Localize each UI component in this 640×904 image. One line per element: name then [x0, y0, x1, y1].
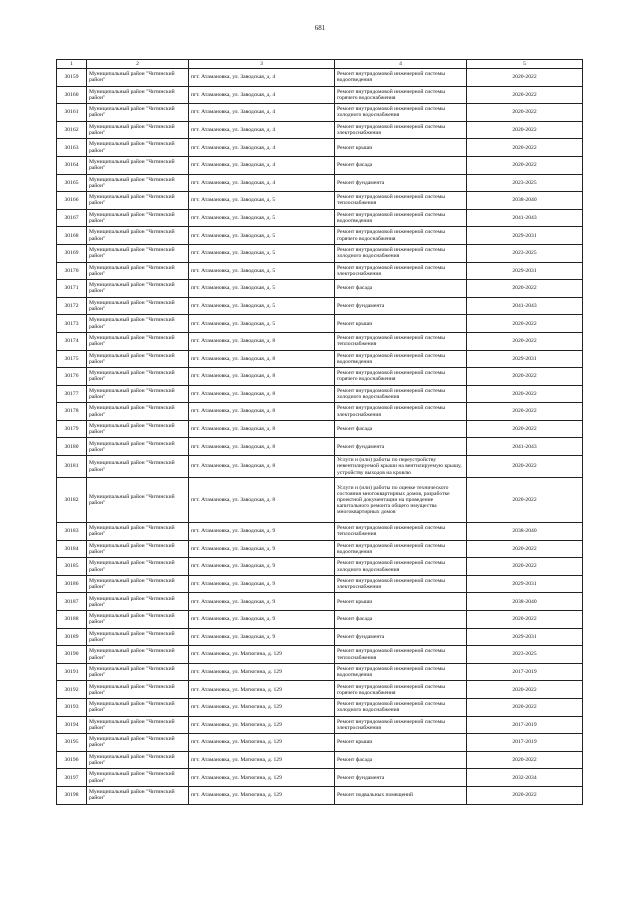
table-row — [57, 121, 583, 139]
municipality-cell: Муниципальный район "Читинский район" — [87, 280, 189, 298]
header-col-1: 1 — [57, 60, 87, 69]
work-type-cell: Ремонт внутридомовой инженерной системы горячего водоснабжения — [335, 227, 467, 245]
table-row — [57, 262, 583, 280]
period-cell: 2020-2022 — [467, 540, 583, 558]
address-cell: пгт. Атамановка, ул. Матюгина, д. 129 — [189, 716, 335, 734]
table-row — [57, 575, 583, 593]
period-cell: 2023-2025 — [467, 174, 583, 192]
table-row — [57, 523, 583, 541]
row-number-cell: 30162 — [57, 121, 87, 139]
row-number-cell: 30159 — [57, 69, 87, 87]
municipality-cell: Муниципальный район "Читинский район" — [87, 385, 189, 403]
address-cell: пгт. Атамановка, ул. Заводская, д. 5 — [189, 244, 335, 262]
work-type-cell: Ремонт фасада — [335, 751, 467, 769]
header-col-3: 3 — [189, 60, 335, 69]
row-number-cell: 30174 — [57, 332, 87, 350]
row-number-cell: 30183 — [57, 523, 87, 541]
municipality-cell: Муниципальный район "Читинский район" — [87, 192, 189, 210]
row-number-cell: 30177 — [57, 385, 87, 403]
address-cell: пгт. Атамановка, ул. Заводская, д. 4 — [189, 139, 335, 157]
municipality-cell: Муниципальный район "Читинский район" — [87, 751, 189, 769]
table-row — [57, 174, 583, 192]
period-cell: 2020-2022 — [467, 456, 583, 478]
work-type-cell: Ремонт внутридомовой инженерной системы электроснабжения — [335, 121, 467, 139]
municipality-cell: Муниципальный район "Читинский район" — [87, 104, 189, 122]
table-row — [57, 438, 583, 456]
row-number-cell: 30164 — [57, 156, 87, 174]
work-type-cell: Ремонт внутридомовой инженерной системы холодного водоснабжения — [335, 244, 467, 262]
row-number-cell: 30182 — [57, 478, 87, 523]
municipality-cell: Муниципальный район "Читинский район" — [87, 420, 189, 438]
table-body — [57, 69, 583, 805]
address-cell: пгт. Атамановка, ул. Матюгина, д. 129 — [189, 663, 335, 681]
row-number-cell: 30161 — [57, 104, 87, 122]
period-cell: 2029-2031 — [467, 350, 583, 368]
municipality-cell: Муниципальный район "Читинский район" — [87, 540, 189, 558]
work-type-cell: Ремонт крыши — [335, 315, 467, 333]
period-cell: 2020-2022 — [467, 86, 583, 104]
row-number-cell: 30160 — [57, 86, 87, 104]
work-type-cell: Ремонт внутридомовой инженерной системы холодного водоснабжения — [335, 699, 467, 717]
work-type-cell: Ремонт внутридомовой инженерной системы теплоснабжения — [335, 523, 467, 541]
municipality-cell: Муниципальный район "Читинский район" — [87, 174, 189, 192]
row-number-cell: 30198 — [57, 786, 87, 804]
address-cell: пгт. Атамановка, ул. Заводская, д. 5 — [189, 297, 335, 315]
municipality-cell: Муниципальный район "Читинский район" — [87, 315, 189, 333]
period-cell: 2020-2022 — [467, 420, 583, 438]
municipality-cell: Муниципальный район "Читинский район" — [87, 478, 189, 523]
municipality-cell: Муниципальный район "Читинский район" — [87, 227, 189, 245]
row-number-cell: 30170 — [57, 262, 87, 280]
municipality-cell: Муниципальный район "Читинский район" — [87, 121, 189, 139]
row-number-cell: 30194 — [57, 716, 87, 734]
table-row — [57, 209, 583, 227]
municipality-cell: Муниципальный район "Читинский район" — [87, 332, 189, 350]
period-cell: 2020-2022 — [467, 751, 583, 769]
address-cell: пгт. Атамановка, ул. Заводская, д. 9 — [189, 611, 335, 629]
row-number-cell: 30196 — [57, 751, 87, 769]
address-cell: пгт. Атамановка, ул. Заводская, д. 4 — [189, 121, 335, 139]
address-cell: пгт. Атамановка, ул. Заводская, д. 8 — [189, 368, 335, 386]
municipality-cell: Муниципальный район "Читинский район" — [87, 593, 189, 611]
address-cell: пгт. Атамановка, ул. Заводская, д. 9 — [189, 593, 335, 611]
work-type-cell: Ремонт внутридомовой инженерной системы водоотведения — [335, 209, 467, 227]
work-type-cell: Ремонт внутридомовой инженерной системы электроснабжения — [335, 716, 467, 734]
municipality-cell: Муниципальный район "Читинский район" — [87, 403, 189, 421]
period-cell: 2032-2034 — [467, 769, 583, 787]
period-cell: 2017-2019 — [467, 716, 583, 734]
period-cell: 2020-2022 — [467, 315, 583, 333]
table-row — [57, 611, 583, 629]
address-cell: пгт. Атамановка, ул. Заводская, д. 8 — [189, 350, 335, 368]
table-row — [57, 593, 583, 611]
work-type-cell: Ремонт внутридомовой инженерной системы водоотведения — [335, 69, 467, 87]
row-number-cell: 30165 — [57, 174, 87, 192]
municipality-cell: Муниципальный район "Читинский район" — [87, 663, 189, 681]
work-type-cell: Ремонт фасада — [335, 280, 467, 298]
period-cell: 2038-2040 — [467, 523, 583, 541]
municipality-cell: Муниципальный район "Читинский район" — [87, 156, 189, 174]
work-type-cell: Ремонт внутридомовой инженерной системы водоотведения — [335, 350, 467, 368]
address-cell: пгт. Атамановка, ул. Матюгина, д. 129 — [189, 681, 335, 699]
row-number-cell: 30195 — [57, 734, 87, 752]
period-cell: 2020-2022 — [467, 786, 583, 804]
period-cell: 2038-2040 — [467, 192, 583, 210]
municipality-cell: Муниципальный район "Читинский район" — [87, 699, 189, 717]
address-cell: пгт. Атамановка, ул. Заводская, д. 9 — [189, 523, 335, 541]
row-number-cell: 30189 — [57, 628, 87, 646]
address-cell: пгт. Атамановка, ул. Заводская, д. 5 — [189, 209, 335, 227]
period-cell: 2038-2040 — [467, 593, 583, 611]
municipality-cell: Муниципальный район "Читинский район" — [87, 139, 189, 157]
address-cell: пгт. Атамановка, ул. Заводская, д. 4 — [189, 156, 335, 174]
municipality-cell: Муниципальный район "Читинский район" — [87, 558, 189, 576]
period-cell: 2020-2022 — [467, 478, 583, 523]
table-row — [57, 192, 583, 210]
period-cell: 2017-2019 — [467, 734, 583, 752]
header-col-4: 4 — [335, 60, 467, 69]
period-cell: 2020-2022 — [467, 332, 583, 350]
municipality-cell: Муниципальный район "Читинский район" — [87, 297, 189, 315]
address-cell: пгт. Атамановка, ул. Заводская, д. 5 — [189, 192, 335, 210]
period-cell: 2020-2022 — [467, 104, 583, 122]
work-type-cell: Ремонт внутридомовой инженерной системы водоотведения — [335, 540, 467, 558]
address-cell: пгт. Атамановка, ул. Заводская, д. 8 — [189, 385, 335, 403]
row-number-cell: 30168 — [57, 227, 87, 245]
municipality-cell: Муниципальный район "Читинский район" — [87, 628, 189, 646]
row-number-cell: 30187 — [57, 593, 87, 611]
address-cell: пгт. Атамановка, ул. Заводская, д. 4 — [189, 174, 335, 192]
row-number-cell: 30190 — [57, 646, 87, 664]
work-type-cell: Ремонт фасада — [335, 611, 467, 629]
row-number-cell: 30175 — [57, 350, 87, 368]
row-number-cell: 30176 — [57, 368, 87, 386]
address-cell: пгт. Атамановка, ул. Заводская, д. 4 — [189, 104, 335, 122]
table-row — [57, 646, 583, 664]
period-cell: 2041-2043 — [467, 297, 583, 315]
address-cell: пгт. Атамановка, ул. Заводская, д. 5 — [189, 227, 335, 245]
municipality-cell: Муниципальный район "Читинский район" — [87, 681, 189, 699]
period-cell: 2029-2031 — [467, 262, 583, 280]
table-row — [57, 86, 583, 104]
row-number-cell: 30166 — [57, 192, 87, 210]
table-row — [57, 156, 583, 174]
address-cell: пгт. Атамановка, ул. Заводская, д. 4 — [189, 69, 335, 87]
table-row — [57, 385, 583, 403]
address-cell: пгт. Атамановка, ул. Заводская, д. 8 — [189, 438, 335, 456]
table-row — [57, 734, 583, 752]
work-type-cell: Ремонт фундамента — [335, 769, 467, 787]
municipality-cell: Муниципальный район "Читинский район" — [87, 244, 189, 262]
period-cell: 2020-2022 — [467, 368, 583, 386]
municipality-cell: Муниципальный район "Читинский район" — [87, 350, 189, 368]
table-row — [57, 403, 583, 421]
table-row — [57, 350, 583, 368]
address-cell: пгт. Атамановка, ул. Заводская, д. 8 — [189, 332, 335, 350]
header-col-2: 2 — [87, 60, 189, 69]
work-type-cell: Ремонт внутридомовой инженерной системы электроснабжения — [335, 262, 467, 280]
row-number-cell: 30169 — [57, 244, 87, 262]
work-type-cell: Ремонт фундамента — [335, 174, 467, 192]
work-type-cell: Ремонт крыши — [335, 734, 467, 752]
row-number-cell: 30184 — [57, 540, 87, 558]
page-number: 681 — [314, 24, 326, 32]
municipality-cell: Муниципальный район "Читинский район" — [87, 734, 189, 752]
header-col-5: 5 — [467, 60, 583, 69]
table-row — [57, 558, 583, 576]
address-cell: пгт. Атамановка, ул. Заводская, д. 9 — [189, 575, 335, 593]
address-cell: пгт. Атамановка, ул. Заводская, д. 5 — [189, 315, 335, 333]
period-cell: 2023-2025 — [467, 244, 583, 262]
work-type-cell: Ремонт внутридомовой инженерной системы теплоснабжения — [335, 332, 467, 350]
municipality-cell: Муниципальный район "Читинский район" — [87, 786, 189, 804]
table-header — [57, 60, 583, 69]
address-cell: пгт. Атамановка, ул. Заводская, д. 8 — [189, 456, 335, 478]
address-cell: пгт. Атамановка, ул. Матюгина, д. 129 — [189, 646, 335, 664]
row-number-cell: 30178 — [57, 403, 87, 421]
municipality-cell: Муниципальный район "Читинский район" — [87, 262, 189, 280]
work-type-cell: Ремонт фасада — [335, 156, 467, 174]
row-number-cell: 30179 — [57, 420, 87, 438]
period-cell: 2020-2022 — [467, 385, 583, 403]
row-number-cell: 30185 — [57, 558, 87, 576]
work-type-cell: Ремонт внутридомовой инженерной системы холодного водоснабжения — [335, 385, 467, 403]
address-cell: пгт. Атамановка, ул. Заводская, д. 5 — [189, 280, 335, 298]
address-cell: пгт. Атамановка, ул. Матюгина, д. 129 — [189, 751, 335, 769]
period-cell: 2041-2043 — [467, 209, 583, 227]
table-row — [57, 139, 583, 157]
table-row — [57, 628, 583, 646]
address-cell: пгт. Атамановка, ул. Заводская, д. 9 — [189, 558, 335, 576]
repair-schedule-table — [56, 59, 583, 805]
municipality-cell: Муниципальный район "Читинский район" — [87, 716, 189, 734]
address-cell: пгт. Атамановка, ул. Заводская, д. 9 — [189, 628, 335, 646]
row-number-cell: 30171 — [57, 280, 87, 298]
row-number-cell: 30180 — [57, 438, 87, 456]
table-row — [57, 315, 583, 333]
row-number-cell: 30172 — [57, 297, 87, 315]
period-cell: 2020-2022 — [467, 403, 583, 421]
table-row — [57, 69, 583, 87]
period-cell: 2020-2022 — [467, 699, 583, 717]
table-row — [57, 280, 583, 298]
row-number-cell: 30163 — [57, 139, 87, 157]
period-cell: 2020-2022 — [467, 681, 583, 699]
work-type-cell: Ремонт фундамента — [335, 438, 467, 456]
table-row — [57, 663, 583, 681]
period-cell: 2020-2022 — [467, 280, 583, 298]
address-cell: пгт. Атамановка, ул. Матюгина, д. 129 — [189, 699, 335, 717]
table-row — [57, 244, 583, 262]
address-cell: пгт. Атамановка, ул. Матюгина, д. 129 — [189, 734, 335, 752]
row-number-cell: 30188 — [57, 611, 87, 629]
address-cell: пгт. Атамановка, ул. Заводская, д. 9 — [189, 540, 335, 558]
row-number-cell: 30186 — [57, 575, 87, 593]
row-number-cell: 30181 — [57, 456, 87, 478]
period-cell: 2020-2022 — [467, 69, 583, 87]
period-cell: 2020-2022 — [467, 156, 583, 174]
table-row — [57, 456, 583, 478]
work-type-cell: Ремонт фундамента — [335, 297, 467, 315]
table-row — [57, 786, 583, 804]
work-type-cell: Ремонт внутридомовой инженерной системы холодного водоснабжения — [335, 558, 467, 576]
work-type-cell: Ремонт внутридомовой инженерной системы теплоснабжения — [335, 192, 467, 210]
address-cell: пгт. Атамановка, ул. Матюгина, д. 129 — [189, 786, 335, 804]
work-type-cell: Ремонт внутридомовой инженерной системы горячего водоснабжения — [335, 86, 467, 104]
table-row — [57, 297, 583, 315]
work-type-cell: Услуги и (или) работы по оценке технического состояния многоквартирных домов, разработке проектной документации на проведение капитального ремонта общего имущества многоквартирных домов — [335, 478, 467, 523]
work-type-cell: Ремонт крыши — [335, 139, 467, 157]
municipality-cell: Муниципальный район "Читинский район" — [87, 456, 189, 478]
row-number-cell: 30173 — [57, 315, 87, 333]
period-cell: 2029-2031 — [467, 628, 583, 646]
work-type-cell: Ремонт внутридомовой инженерной системы электроснабжения — [335, 403, 467, 421]
municipality-cell: Муниципальный район "Читинский район" — [87, 69, 189, 87]
table-row — [57, 332, 583, 350]
period-cell: 2041-2043 — [467, 438, 583, 456]
table-row — [57, 227, 583, 245]
municipality-cell: Муниципальный район "Читинский район" — [87, 575, 189, 593]
row-number-cell: 30167 — [57, 209, 87, 227]
work-type-cell: Ремонт фасада — [335, 420, 467, 438]
period-cell: 2017-2019 — [467, 663, 583, 681]
row-number-cell: 30193 — [57, 699, 87, 717]
work-type-cell: Ремонт внутридомовой инженерной системы горячего водоснабжения — [335, 681, 467, 699]
address-cell: пгт. Атамановка, ул. Матюгина, д. 129 — [189, 769, 335, 787]
period-cell: 2020-2022 — [467, 121, 583, 139]
municipality-cell: Муниципальный район "Читинский район" — [87, 646, 189, 664]
municipality-cell: Муниципальный район "Читинский район" — [87, 209, 189, 227]
row-number-cell: 30197 — [57, 769, 87, 787]
row-number-cell: 30191 — [57, 663, 87, 681]
municipality-cell: Муниципальный район "Читинский район" — [87, 611, 189, 629]
period-cell: 2029-2031 — [467, 227, 583, 245]
table-row — [57, 699, 583, 717]
work-type-cell: Услуги и (или) работы по переустройству невентилируемой крыши на вентилируемую крышу, устройству выходов на кровлю — [335, 456, 467, 478]
table-row — [57, 751, 583, 769]
table-row — [57, 104, 583, 122]
address-cell: пгт. Атамановка, ул. Заводская, д. 8 — [189, 478, 335, 523]
work-type-cell: Ремонт внутридомовой инженерной системы горячего водоснабжения — [335, 368, 467, 386]
work-type-cell: Ремонт крыши — [335, 593, 467, 611]
table-row — [57, 769, 583, 787]
municipality-cell: Муниципальный район "Читинский район" — [87, 769, 189, 787]
address-cell: пгт. Атамановка, ул. Заводская, д. 4 — [189, 86, 335, 104]
municipality-cell: Муниципальный район "Читинский район" — [87, 523, 189, 541]
period-cell: 2023-2025 — [467, 646, 583, 664]
table-row — [57, 716, 583, 734]
address-cell: пгт. Атамановка, ул. Заводская, д. 8 — [189, 403, 335, 421]
period-cell: 2020-2022 — [467, 611, 583, 629]
row-number-cell: 30192 — [57, 681, 87, 699]
header-row — [57, 60, 583, 69]
period-cell: 2020-2022 — [467, 558, 583, 576]
period-cell: 2029-2031 — [467, 575, 583, 593]
work-type-cell: Ремонт внутридомовой инженерной системы водоотведения — [335, 663, 467, 681]
work-type-cell: Ремонт внутридомовой инженерной системы теплоснабжения — [335, 646, 467, 664]
work-type-cell: Ремонт подвальных помещений — [335, 786, 467, 804]
table-row — [57, 681, 583, 699]
table-row — [57, 478, 583, 523]
work-type-cell: Ремонт внутридомовой инженерной системы электроснабжения — [335, 575, 467, 593]
address-cell: пгт. Атамановка, ул. Заводская, д. 5 — [189, 262, 335, 280]
municipality-cell: Муниципальный район "Читинский район" — [87, 438, 189, 456]
table-row — [57, 368, 583, 386]
municipality-cell: Муниципальный район "Читинский район" — [87, 368, 189, 386]
table-row — [57, 420, 583, 438]
work-type-cell: Ремонт внутридомовой инженерной системы холодного водоснабжения — [335, 104, 467, 122]
work-type-cell: Ремонт фундамента — [335, 628, 467, 646]
table-row — [57, 540, 583, 558]
municipality-cell: Муниципальный район "Читинский район" — [87, 86, 189, 104]
period-cell: 2020-2022 — [467, 139, 583, 157]
address-cell: пгт. Атамановка, ул. Заводская, д. 8 — [189, 420, 335, 438]
